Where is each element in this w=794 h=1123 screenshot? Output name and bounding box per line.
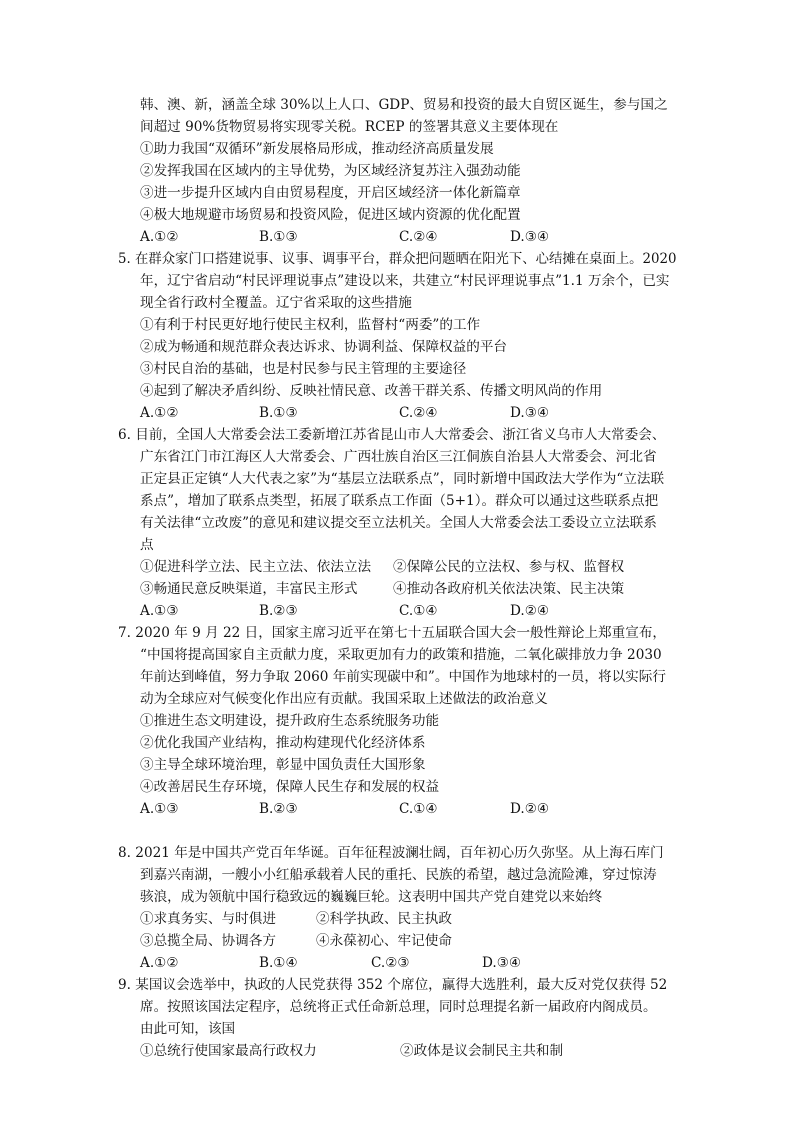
q5-item: ④起到了解决矛盾纠纷、反映社情民意、改善干群关系、传播文明风尚的作用 [140,383,603,399]
q5-item: ①有利于村民更好地行使民主权利，监督村“两委”的工作 [140,317,481,333]
q8-stem-line: 到嘉兴南湖，一艘小小红船承载着人民的重托、民族的希望，越过急流险滩，穿过惊涛 [140,867,657,883]
q8-option-d: D.③④ [482,955,522,971]
q4-stem-line: 韩、澳、新，涵盖全球 30%以上人口、GDP、贸易和投资的最大自贸区诞生，参与国之 [140,97,668,113]
q7-stem-line: “中国将提高国家自主贡献力度，采取更加有力的政策和措施，二氧化碳排放力争 2030 [140,647,662,663]
q5-option-c: C.②④ [399,405,438,421]
q6-stem-line: 有关法律“立改废”的意见和建议提交至立法机关。全国人大常委会法工委设立立法联系 [140,515,657,531]
q4-option-a: A.①② [140,229,179,245]
q6-item: ④推动各政府机关依法决策、民主决策 [393,581,625,597]
q6-stem-line: 6. 目前，全国人大常委会法工委新增江苏省昆山市人大常委会、浙江省义乌市人大常委会、 [118,427,666,443]
q8-item: ②科学执政、民主执政 [316,911,452,927]
q6-item: ③畅通民意反映渠道，丰富民主形式 [140,581,358,597]
q4-item: ①助力我国“双循环”新发展格局形成，推动经济高质量发展 [140,141,494,157]
q5-option-a: A.①② [140,405,179,421]
q6-stem-line: 系点”，增加了联系点类型，拓展了联系点工作面（5+1）。群众可以通过这些联系点把 [140,493,659,509]
q4-item: ④极大地规避市场贸易和投资风险，促进区域内资源的优化配置 [140,207,521,223]
q5-stem-line: 年，辽宁省启动“村民评理说事点”建设以来，共建立“村民评理说事点”1.1 万余个，已实 [140,273,670,289]
q8-stem-line: 8. 2021 年是中国共产党百年华诞。百年征程波澜壮阔，百年初心历久弥坚。从上海石库门 [118,845,664,861]
q7-stem-line: 年前达到峰值，努力争取 2060 年前实现碳中和”。中国作为地球村的一员，将以实际行 [140,669,666,685]
q4-option-c: C.②④ [399,229,438,245]
q7-option-c: C.①④ [399,801,438,817]
q7-item: ②优化我国产业结构，推动构建现代化经济体系 [140,735,426,751]
q9-item: ②政体是议会制民主共和制 [400,1043,564,1059]
q8-item: ④永葆初心、牢记使命 [316,933,452,949]
q5-option-b: B.①③ [259,405,298,421]
q4-option-d: D.③④ [510,229,550,245]
q5-item: ③村民自治的基础，也是村民参与民主管理的主要途径 [140,361,467,377]
q8-stem-line: 骇浪，成为领航中国行稳致远的巍巍巨轮。这表明中国共产党自建党以来始终 [140,889,603,905]
q6-option-b: B.②③ [259,603,298,619]
q6-stem-line: 点 [140,537,154,553]
q4-item: ②发挥我国在区域内的主导优势，为区域经济复苏注入强劲动能 [140,163,521,179]
q9-item: ①总统行使国家最高行政权力 [140,1043,317,1059]
q8-item: ①求真务实、与时俱进 [140,911,276,927]
q9-stem-line: 席。按照该国法定程序，总统将正式任命新总理，同时总理提名新一届政府内阁成员。 [140,999,657,1015]
q8-option-a: A.①② [140,955,179,971]
q6-option-a: A.①③ [140,603,179,619]
q7-stem-line: 动为全球应对气候变化作出应有贡献。我国采取上述做法的政治意义 [140,691,548,707]
q6-stem-line: 广东省江门市江海区人大常委会、广西壮族自治区三江侗族自治县人大常委会、河北省 [140,449,657,465]
q8-option-b: B.①④ [259,955,298,971]
q6-stem-line: 正定县正定镇“人大代表之家”为“基层立法联系点”，同时新增中国政法大学作为“立法联 [140,471,665,487]
q7-stem-line: 7. 2020 年 9 月 22 日，国家主席习近平在第七十五届联合国大会一般性辩论上郑重宣布， [118,625,667,641]
q7-item: ③主导全球环境治理，彰显中国负责任大国形象 [140,757,426,773]
q7-option-d: D.②④ [510,801,550,817]
q7-item: ①推进生态文明建设，提升政府生态系统服务功能 [140,713,440,729]
q6-option-d: D.②④ [510,603,550,619]
q5-stem-line: 5. 在群众家门口搭建说事、议事、调事平台，群众把问题晒在阳光下、心结摊在桌面上。2020 [118,251,677,267]
q4-stem-line: 间超过 90%货物贸易将实现零关税。RCEP 的签署其意义主要体现在 [140,119,559,135]
q7-item: ④改善居民生存环境，保障人民生存和发展的权益 [140,779,440,795]
q9-stem-line: 9. 某国议会选举中，执政的人民党获得 352 个席位，赢得大选胜利，最大反对党仅获得 52 [118,977,668,993]
q4-option-b: B.①③ [259,229,298,245]
q7-option-a: A.①③ [140,801,179,817]
q8-option-c: C.②③ [371,955,410,971]
q5-item: ②成为畅通和规范群众表达诉求、协调利益、保障权益的平台 [140,339,508,355]
q6-item: ②保障公民的立法权、参与权、监督权 [393,559,625,575]
q6-item: ①促进科学立法、民主立法、依法立法 [140,559,372,575]
q4-item: ③进一步提升区域内自由贸易程度，开启区域经济一体化新篇章 [140,185,521,201]
q6-option-c: C.①④ [399,603,438,619]
q7-option-b: B.②③ [259,801,298,817]
q9-stem-line: 由此可知，该国 [140,1021,236,1037]
q5-option-d: D.③④ [510,405,550,421]
q5-stem-line: 现全省行政村全覆盖。辽宁省采取的这些措施 [140,295,412,311]
q8-item: ③总揽全局、协调各方 [140,933,276,949]
